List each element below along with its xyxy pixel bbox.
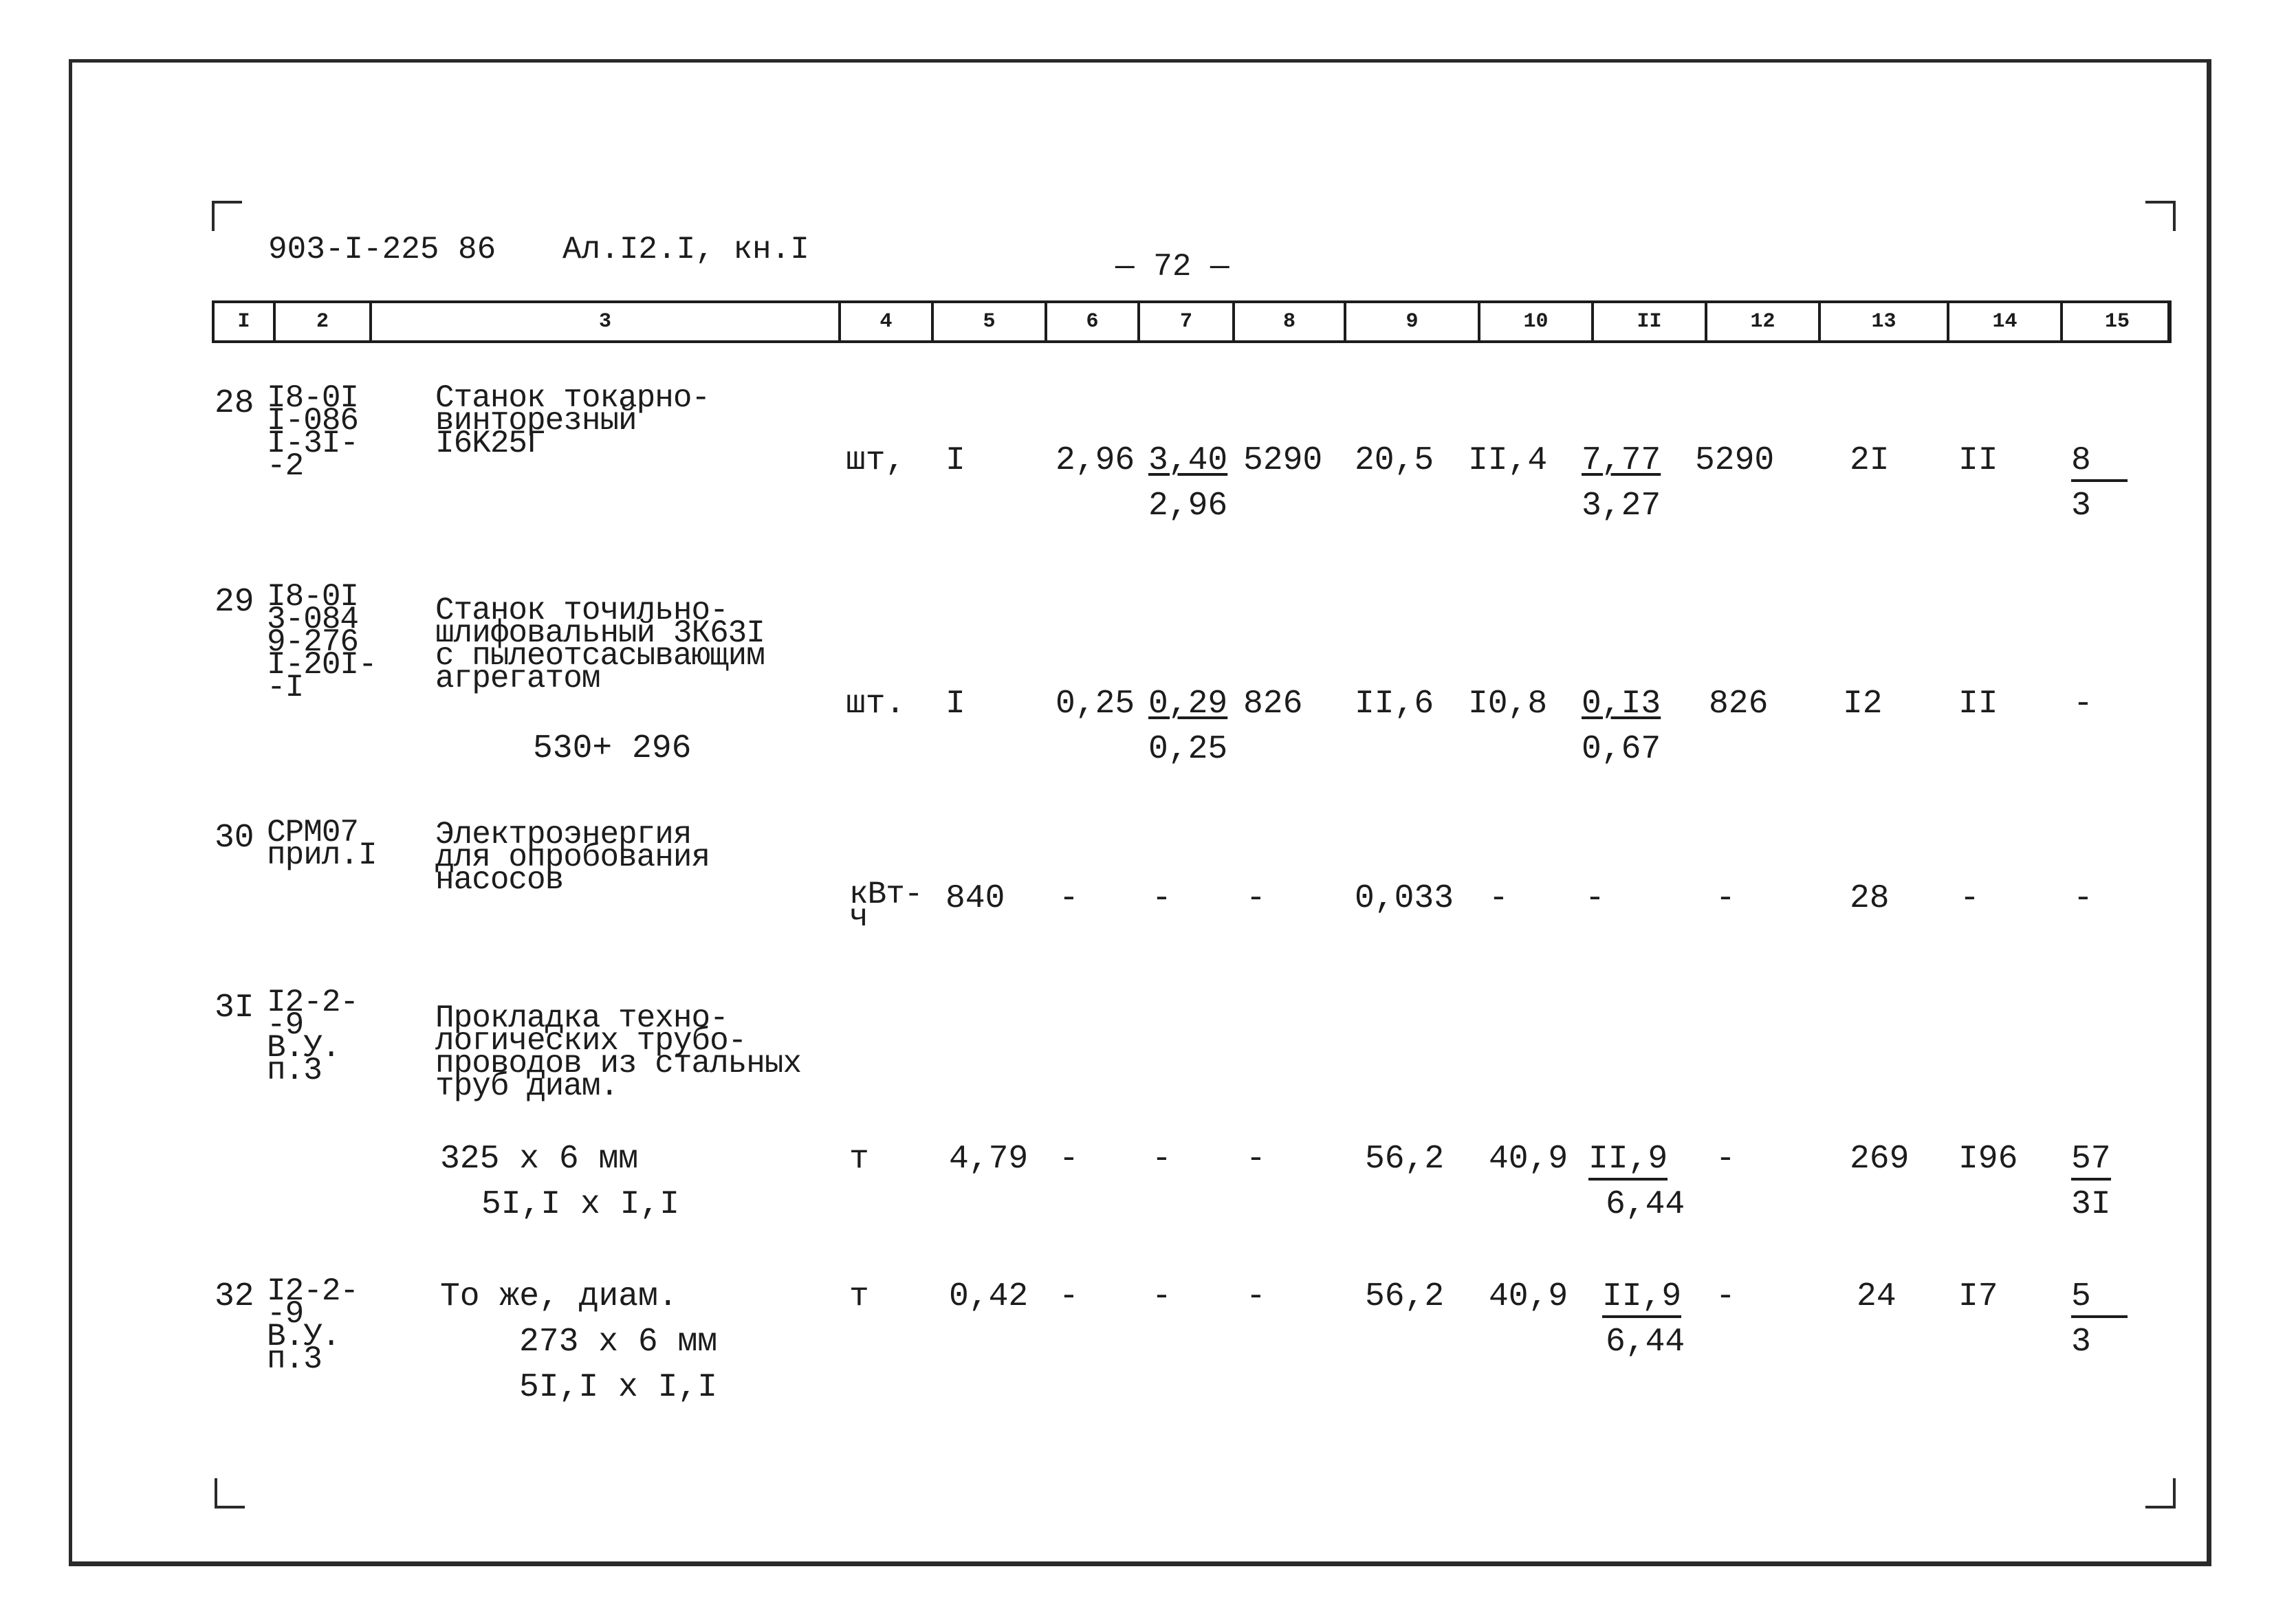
unit: т [849,1141,869,1178]
column-header-2: 2 [273,303,369,340]
item-note: 530+ 296 [533,730,692,767]
col15-bottom-value: 3I [2071,1186,2111,1223]
col9-value: 56,2 [1365,1278,1445,1315]
page-frame [69,59,2211,1566]
price-code: I2-2- -9 В.У. п.3 [267,1273,359,1378]
col11-top-value: II,9 [1588,1143,1668,1181]
col14-value: I7 [1958,1278,1998,1315]
col14-value: I96 [1958,1141,2018,1178]
col11-top-value: II,9 [1602,1280,1681,1318]
col13-value: I2 [1843,685,1883,723]
col12-value: - [1716,880,1736,917]
col8-value: 826 [1243,685,1303,723]
row-number: 29 [215,584,254,621]
price-code: I8-0I 3-084 9-276 I-20I- -I [267,579,377,706]
col7-bottom-value: 0,25 [1148,731,1228,768]
col12-value: - [1716,1141,1736,1178]
quantity: I [945,442,965,479]
quantity: 840 [945,880,1005,917]
pipe-calc: 5I,I x I,I [481,1186,680,1223]
col14-value: II [1958,442,1998,479]
unit: шт, [846,442,906,479]
col6-value: 0,25 [1056,685,1135,723]
corner-mark-top-right [2145,201,2176,231]
album-reference: Ал.I2.I, кн.I [562,232,809,267]
unit: кВт- ч [849,877,923,936]
col10-value: 40,9 [1489,1141,1568,1178]
column-header-3: 3 [369,303,838,340]
col7-top-value: 0,29 [1148,685,1228,723]
col8-value: - [1246,1278,1266,1315]
col6-value: - [1059,1141,1079,1178]
column-number-bar [212,300,2172,343]
col15-top-value: 57 [2071,1143,2111,1181]
col10-value: - [1489,880,1509,917]
col8-value: - [1246,880,1266,917]
column-header-14: 14 [1947,303,2060,340]
col10-value: 40,9 [1489,1278,1568,1315]
col7-value: - [1152,880,1172,917]
item-name: Электроэнергия для опробования насосов [435,817,710,899]
col11-bottom-value: 6,44 [1606,1324,1685,1361]
col12-value: - [1716,1278,1736,1315]
pipe-size: 325 x 6 мм [440,1141,639,1178]
item-name: Станок токарно- винторезный I6K25Г [435,380,710,462]
column-header-8: 8 [1232,303,1344,340]
row-number: 28 [215,385,254,422]
col7-bottom-value: 2,96 [1148,487,1228,525]
col13-value: 2I [1850,442,1890,479]
col6-value: - [1059,880,1079,917]
quantity: 4,79 [949,1141,1029,1178]
col14-value: II [1958,685,1998,723]
col11-top-value: 7,77 [1582,442,1661,479]
item-name: Прокладка техно- логических трубо- проводов из стальных труб диам. [435,1000,802,1105]
corner-mark-bottom-left [215,1478,245,1508]
col12-value: 5290 [1695,442,1775,479]
col15-value: - [2073,880,2093,917]
col8-value: - [1246,1141,1266,1178]
col15-bottom-value: 3 [2071,487,2091,525]
column-header-4: 4 [838,303,931,340]
row-number: 3I [215,989,254,1027]
col13-value: 28 [1850,880,1890,917]
col11-value: - [1585,880,1605,917]
pipe-size: 273 x 6 мм [519,1324,718,1361]
corner-mark-bottom-right [2145,1478,2176,1508]
col15-bottom-value: 3 [2071,1324,2091,1361]
unit: т [849,1278,869,1315]
col8-value: 5290 [1243,442,1323,479]
col13-value: 24 [1857,1278,1896,1315]
col13-value: 269 [1850,1141,1910,1178]
col6-value: - [1059,1278,1079,1315]
col15-value: - [2073,685,2093,723]
price-code: СРМ07 прил.I [267,815,377,874]
col11-bottom-value: 0,67 [1582,731,1661,768]
page-number: — 72 — [1115,249,1229,285]
column-header-5: 5 [931,303,1045,340]
column-header-13: 13 [1818,303,1947,340]
col9-value: 56,2 [1365,1141,1445,1178]
col9-value: II,6 [1355,685,1434,723]
col7-value: - [1152,1278,1172,1315]
quantity: 0,42 [949,1278,1029,1315]
pipe-calc: 5I,I x I,I [519,1369,718,1406]
price-code: I8-0I I-086 I-3I- -2 [267,380,359,485]
col7-top-value: 3,40 [1148,442,1228,479]
row-number: 30 [215,820,254,857]
column-header-10: 10 [1478,303,1591,340]
col15-top-value: 8 [2071,444,2128,482]
doc-code: 903-I-225 86 [268,232,496,267]
column-header-9: 9 [1344,303,1478,340]
col15-top-value: 5 [2071,1280,2128,1318]
quantity: I [945,685,965,723]
column-header-1: I [237,310,250,333]
col11-top-value: 0,I3 [1582,685,1661,723]
column-header-6: 6 [1045,303,1137,340]
column-header-7: 7 [1137,303,1232,340]
col9-value: 20,5 [1355,442,1434,479]
unit: шт. [846,685,906,723]
col11-bottom-value: 3,27 [1582,487,1661,525]
col9-value: 0,033 [1355,880,1454,917]
column-header-11: II [1591,303,1705,340]
row-number: 32 [215,1278,254,1315]
item-name: Станок точильно- шлифовальный 3К63I с пылеотсасывающим агрегатом [435,593,765,697]
col12-value: 826 [1709,685,1769,723]
column-header-15: 15 [2060,303,2172,340]
corner-mark-top-left [212,201,242,231]
column-header-12: 12 [1705,303,1818,340]
col6-value: 2,96 [1056,442,1135,479]
price-code: I2-2- -9 В.У. п.3 [267,985,359,1089]
col7-value: - [1152,1141,1172,1178]
col11-bottom-value: 6,44 [1606,1186,1685,1223]
col10-value: I0,8 [1468,685,1548,723]
col14-value: - [1960,880,1980,917]
col10-value: II,4 [1468,442,1548,479]
item-name: То же, диам. [440,1278,678,1315]
